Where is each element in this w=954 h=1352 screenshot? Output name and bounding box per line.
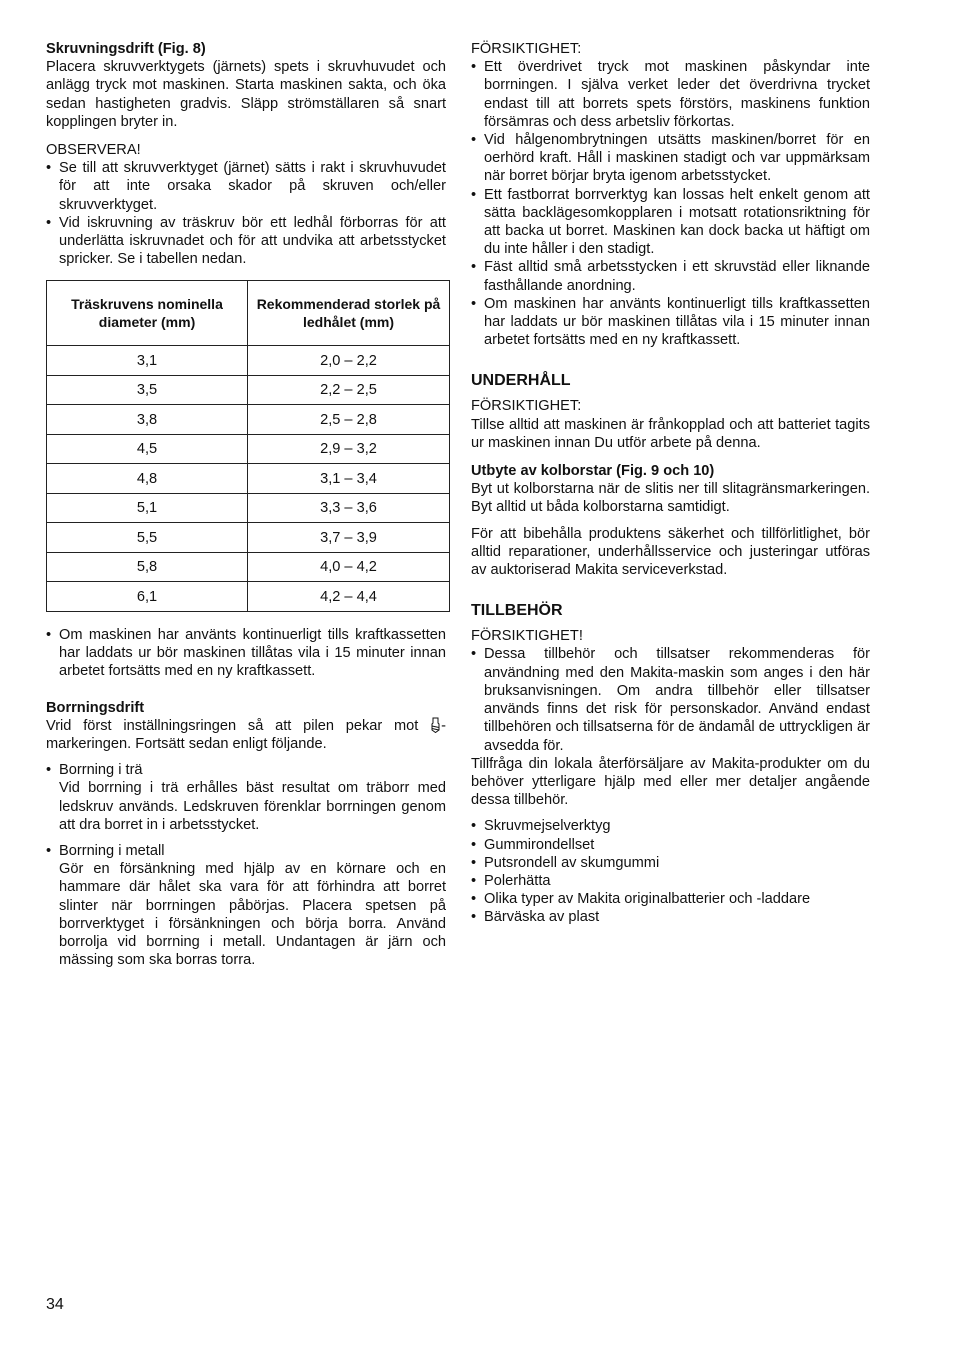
table-cell-hole: 2,0 – 2,2 [248,346,450,376]
accessories-caution-bullet: • Dessa tillbehör och tillsatser rekommenderas för användning med den Makita-maskin som anges i den här bruksanvisningen. Om andra tillbehör eller tillsatser används finns det risk för personskador. Använd endast tillbehören och tillsatserna för de ändamål de uttryckligen är avsedda för. [471,645,870,754]
table-cell-diameter: 5,8 [47,552,248,582]
table-cell-hole: 2,5 – 2,8 [248,405,450,435]
service-paragraph: För att bibehålla produktens säkerhet och tillförlitlighet, bör alltid reparationer, underhållsservice och justeringar utföras av auktoriserad Makita serviceverkstad. [471,525,870,579]
drill-para-before: Vrid först inställningsringen så att pilen pekar mot [46,717,431,734]
list-item: • Skruvmejselverktyg [471,817,870,835]
table-cell-hole: 4,2 – 4,4 [248,582,450,612]
table-cell-diameter: 3,5 [47,375,248,405]
table-row [47,346,450,376]
table-row [47,552,450,582]
drill-item-metal [46,842,446,969]
page-number: 34 [46,1296,64,1313]
screw-bullets [46,159,446,268]
table-row [47,493,450,523]
table-cell-hole: 3,1 – 3,4 [248,464,450,494]
drill-item-title: • Borrning i metall [59,842,165,859]
accessories-paragraph: Tillfråga din lokala återförsäljare av Makita-produkter om du behöver ytterligare hjälp med eller mer detaljer angående dessa tillbehör. [471,755,870,809]
table-cell-hole: 3,7 – 3,9 [248,523,450,553]
right-column [471,40,870,927]
accessories-caution-label: FÖRSIKTIGHET! [471,628,583,645]
table-cell-diameter: 3,1 [47,346,248,376]
caution-bullet-2: • Vid hålgenombrytningen utsätts maskinen/borret för en oerhörd kraft. Håll i maskinen stadigt och var uppmärksam när borret börjar bryta igenom arbetsstycket. [471,131,870,186]
table-row [47,464,450,494]
drill-item-text: Gör en försänkning med hjälp av en körnare och en hammare där hålet ska vara för att förhindra att borret slinter när borrningen påbörjas. Placera spetsen på borrverktyget i försänkningen och börja borra. Använd borrolja vid borrning i metall. Undantagen är järn och mässing som ska borras torra. [59,861,446,969]
table-cell-hole: 2,9 – 3,2 [248,434,450,464]
drill-bit-icon [430,717,441,733]
table-cell-diameter: 5,1 [47,493,248,523]
table-row [47,375,450,405]
after-table-bullets [46,626,446,681]
drill-paragraph [46,717,446,753]
maintenance-caution-label: FÖRSIKTIGHET: [471,398,582,415]
accessories-list [471,817,870,926]
accessories-caution-bullets [471,645,870,754]
caution-bullet-5: • Om maskinen har använts kontinuerligt tills kraftkassetten har laddats ur bör maskinen tillåtas vila i 15 minuter innan arbetet fortsätts med en ny kraftkassett. [471,295,870,350]
screw-note-label: OBSERVERA! [46,142,141,159]
caution-bullet-4: • Fäst alltid små arbetsstycken i ett skruvstäd eller liknande fasthållande anordning. [471,258,870,294]
drill-item-wood [46,761,446,834]
table-row [47,523,450,553]
drill-para-after: -markeringen. Fortsätt sedan enligt följande. [46,717,446,752]
table-row [47,582,450,612]
table-header-hole: Rekommenderad storlek på ledhålet (mm) [248,281,450,346]
list-item: • Polerhätta [471,872,870,890]
caution-bullets [471,58,870,349]
list-item: • Putsrondell av skumgummi [471,854,870,872]
table-row [47,405,450,435]
maintenance-paragraph: Tillse alltid att maskinen är frånkopplad och att batteriet tagits ur maskinen innan Du utför arbete på denna. [471,416,870,451]
maintenance-heading: UNDERHÅLL [471,372,571,390]
table-header-row [47,281,450,346]
drill-heading: Borrningsdrift [46,699,145,716]
table-cell-diameter: 4,5 [47,434,248,464]
caution-label: FÖRSIKTIGHET: [471,41,582,57]
screw-heading: Skruvningsdrift (Fig. 8) [46,41,206,57]
after-table-bullet: • Om maskinen har använts kontinuerligt tills kraftkassetten har laddats ur bör maskinen tillåtas vila i 15 minuter innan arbetet fortsätts med en ny kraftkassett. [46,626,446,681]
table-header-diameter: Träskruvens nominella diameter (mm) [47,281,248,346]
brushes-heading: Utbyte av kolborstar (Fig. 9 och 10) [471,463,715,480]
list-item: • Bärväska av plast [471,908,870,926]
drill-item-title: • Borrning i trä [59,762,143,779]
drill-items [46,761,446,969]
table-cell-diameter: 4,8 [47,464,248,494]
table-cell-diameter: 6,1 [47,582,248,612]
screw-bullet-1: • Se till att skruvverktyget (järnet) sätts i rakt i skruvhuvudet för att inte orsaka skador på skruven och/eller skruvverktyget. [46,159,446,214]
accessories-heading: TILLBEHÖR [471,602,563,620]
table-row [47,434,450,464]
table-cell-hole: 4,0 – 4,2 [248,552,450,582]
list-item: • Gummirondellset [471,836,870,854]
table-cell-hole: 2,2 – 2,5 [248,375,450,405]
table-cell-diameter: 5,5 [47,523,248,553]
drill-item-text: Vid borrning i trä erhålles bäst resultat om träborr med ledskruv används. Ledskruven förenklar borrningen genom att dra borret in i arbetsstycket. [59,780,446,833]
list-item: • Olika typer av Makita originalbatterier och -laddare [471,890,870,908]
caution-bullet-3: • Ett fastborrat borrverktyg kan lossas helt enkelt genom att sätta backlägesomkopplaren i motsatt rotationsriktning för att backa ut borret. Maskinen kan dock backa ut häftigt om du inte håller i den stadigt. [471,186,870,259]
left-column [46,40,446,969]
screw-paragraph: Placera skruvverktygets (järnets) spets i skruvhuvudet och anlägg tryck mot maskinen. Starta maskinen sakta, och öka sedan hastigheten gradvis. Släpp strömställaren så snart kopplingen bryter in. [46,59,446,130]
brushes-paragraph: Byt ut kolborstarna när de slitis ner till slitagränsmarkeringen. Byt alltid ut båda kolborstarna samtidigt. [471,481,870,516]
table-cell-diameter: 3,8 [47,405,248,435]
caution-bullet-1: • Ett överdrivet tryck mot maskinen påskyndar inte borrningen. I själva verket leder det överdrivna trycket endast till att borrets spets förstörs, maskinens funktion försämras och dess arbetsliv förkortas. [471,58,870,131]
pilot-hole-table [46,280,450,612]
screw-bullet-2: • Vid iskruvning av träskruv bör ett ledhål förborras för att underlätta iskruvnadet och för att undvika att arbetsstycket spricker. Se i tabellen nedan. [46,214,446,269]
table-cell-hole: 3,3 – 3,6 [248,493,450,523]
